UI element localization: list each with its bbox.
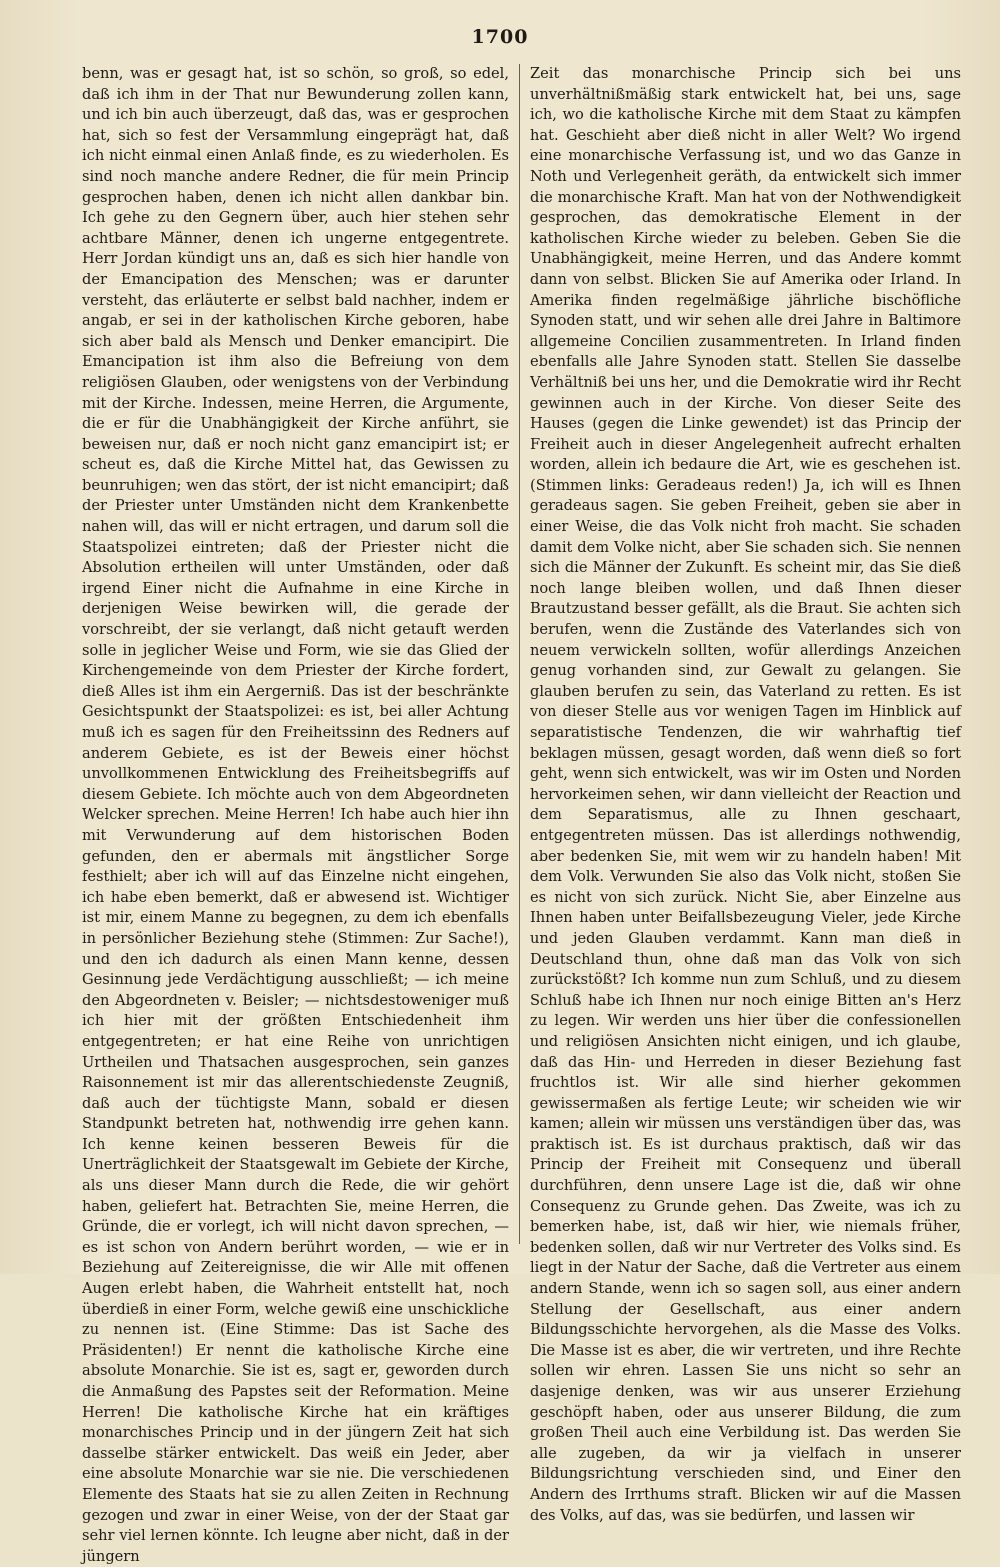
paragraph: Zeit das monarchische Princip sich bei uns unverhältnißmäßig stark entwickelt hat, bei uns, sage ich, wo die katholische Kirche mit dem Staat zu kämpfen hat. Geschieht aber dieß nicht in aller Welt? Wo irgend eine monarchische Verfassung ist, und wo das Ganze in Noth und Verlegenheit geräth, da entwickelt sich immer die monarchische Kraft. Man hat von der Nothwendigkeit gesprochen, das demokratische Element in der katholischen Kirche wieder zu beleben. Geben Sie die Unabhängigkeit, meine Herren, und das Andere kommt dann von selbst. Blicken Sie auf Amerika oder Irland. In Amerika finden regelmäßige jährliche bischöfliche Synoden statt, und wir sehen alle drei Jahre in Baltimore allgemeine Concilien zusammentreten. In Irland finden ebenfalls alle Jahre Synoden statt. Stellen Sie dasselbe Verhältniß bei uns her, und die Demokratie wird ihr Recht gewinnen auch in der Kirche. Von dieser Seite des Hauses (gegen die Linke gewendet) ist das Princip der Freiheit auch in dieser Angelegenheit aufrecht erhalten worden, allein ich bedaure die Art, wie es geschehen ist. (Stimmen links: Geradeaus reden!) Ja, ich will es Ihnen geradeaus sagen. Sie geben Freiheit, geben sie aber in einer Weise, die das Volk nicht froh macht. Sie schaden damit dem Volke nicht, aber Sie schaden sich. Sie nennen sich die Männer der Zukunft. Es scheint mir, das Sie dieß noch lange bleiben wollen, und daß Ihnen dieser Brautzustand besser gefällt, als die Braut. Sie achten sich berufen, wenn die Zustände des Vaterlandes sich von neuem verwickeln sollten, wofür allerdings Anzeichen genug vorhanden sind, zur Gewalt zu gelangen. Sie glauben berufen zu sein, das Vaterland zu retten. Es ist von dieser Stelle aus vor wenigen Tagen im Hinblick auf separatistische Tendenzen, die wir wahrhaftig tief beklagen müssen, gesagt worden, daß wenn dieß so fort geht, wenn sich entwickelt, was wir im Osten und Norden hervorkeimen sehen, wir dann vielleicht der Reaction und dem Separatismus, alle zu Ihnen geschaart, entgegentreten müssen. Das ist allerdings nothwendig, aber bedenken Sie, mit wem wir zu handeln haben! Mit dem Volk. Verwunden Sie also das Volk nicht, stoßen Sie es nicht von sich zurück. Nicht Sie, aber Einzelne aus Ihnen haben unter Beifallsbezeugung Vieler, jede Kirche und jeden Glauben verdammt. Kann man dieß in Deutschland thun, ohne daß man das Volk von sich zurückstößt? Ich komme nun zum Schluß, und zu diesem Schluß habe ich Ihnen nur noch einige Bitten an's Herz zu legen. Wir werden uns hier über die confessionellen und religiösen Ansichten nicht einigen, und ich glaube, daß das Hin- und Herreden in dieser Beziehung fast fruchtlos ist. Wir alle sind hierher gekommen gewissermaßen als fertige Leute; wir scheiden wie wir kamen; allein wir müssen uns verständigen über das, was praktisch ist. Es ist durchaus praktisch, daß wir das Princip der Freiheit mit Consequenz und überall durchführen, denn unsere Lage ist die, daß wir ohne Consequenz zu Grunde gehen. Das Zweite, was ich zu bemerken habe, ist, daß wir hier, wie niemals früher, bedenken sollen, daß wir nur Vertreter des Volks sind. Es liegt in der Natur der Sache, daß die Vertreter aus einem andern Stande, wenn ich so sagen soll, aus einer andern Stellung der Gesellschaft, aus einer andern Bildungsschichte hervorgehen, als die Masse des Volks. Die Masse ist es aber, die wir vertreten, und ihre Rechte sollen wir ehren. Lassen Sie uns nicht so sehr an dasjenige denken, was wir aus unserer Erziehung geschöpft haben, oder aus unserer Bildung, die zum großen Theil auch eine Verbildung ist. Das werden Sie alle zugeben, da wir ja vielfach in unserer Bildungsrichtung verschieden sind, und Einer den Andern des Irrthums straft. Blicken wir auf die Massen des Volks, auf das, was sie bedürfen, und lassen wir xyxy=(530,65,962,1524)
column-divider xyxy=(519,64,520,1244)
paragraph: benn, was er gesagt hat, ist so schön, so groß, so edel, daß ich ihm in der That nur Bewunderung zollen kann, und ich bin auch überzeugt, daß das, was er gesprochen hat, sich so fest der Versammlung eingeprägt hat, daß ich nicht einmal einen Anlaß finde, es zu wiederholen. Es sind noch manche andere Redner, die für mein Princip gesprochen haben, denen ich nicht allen dankbar bin. Ich gehe zu den Gegnern über, auch hier stehen sehr achtbare Männer, denen ich ungerne entgegentrete. Herr Jordan kündigt uns an, daß es sich hier handle von der Emancipation des Menschen; was er darunter versteht, das erläuterte er selbst bald nachher, indem er angab, er sei in der katholischen Kirche geboren, habe sich aber bald als Mensch und Denker emancipirt. Die Emancipation ist ihm also die Befreiung von dem religiösen Glauben, oder wenigstens von der Verbindung mit der Kirche. Indessen, meine Herren, die Argumente, die er für die Unabhängigkeit der Kirche anführt, sie beweisen nur, daß er noch nicht ganz emancipirt ist; er scheut es, daß die Kirche Mittel hat, das Gewissen zu beunruhigen; wen das stört, der ist nicht emancipirt; daß der Priester unter Umständen nicht dem Krankenbette nahen will, das will er nicht ertragen, und darum soll die Staatspolizei eintreten; daß der Priester nicht die Absolution ertheilen will unter Umständen, oder daß irgend Einer nicht die Aufnahme in eine Kirche in derjenigen Weise bewirken will, die gerade der vorschreibt, der sie verlangt, daß nicht getauft werden solle in jeglicher Weise und Form, wie sie das Glied der Kirchengemeinde von dem Priester der Kirche fordert, dieß Alles ist ihm ein Aergerniß. Das ist der beschränkte Gesichtspunkt der Staatspolizei: es ist, bei aller Achtung muß ich es sagen für den Freiheitssinn des Redners auf anderem Gebiete, es ist der Beweis einer höchst unvollkommenen Entwicklung des Freiheitsbegriffs auf diesem Gebiete. Ich möchte auch von dem Abgeordneten Welcker sprechen. Meine Herren! Ich habe auch hier ihn mit Verwunderung auf dem historischen Boden gefunden, den er abermals mit ängstlicher Sorge festhielt; aber ich will auf das Einzelne nicht eingehen, ich habe eben bemerkt, daß er abwesend ist. Wichtiger ist mir, einem Manne zu begegnen, zu dem ich ebenfalls in persönlicher Beziehung stehe (Stimmen: Zur Sache!), und den ich dadurch als einen Mann kenne, dessen Gesinnung jede Verdächtigung ausschließt; — ich meine den Abgeordneten v. Beisler; — nichtsdestoweniger muß ich hier mit der größten Entschiedenheit ihm entgegentreten; er hat eine Reihe von unrichtigen Urtheilen und Thatsachen ausgesprochen, sein ganzes Raisonnement ist mir das allerentschiedenste Zeugniß, daß auch der tüchtigste Mann, sobald er diesen Standpunkt betreten hat, nothwendig irre gehen kann. Ich kenne keinen besseren Beweis für die Unerträglichkeit der Staatsgewalt im Gebiete der Kirche, als uns dieser Mann durch die Rede, die wir gehört haben, geliefert hat. Betrachten Sie, meine Herren, die Gründe, die er vorlegt, ich will nicht davon sprechen, — es ist schon von Andern berührt worden, — wie er in Beziehung auf Zeitereignisse, die wir Alle mit offenen Augen erlebt haben, die Wahrheit entstellt hat, noch überdieß in einer Form, welche gewiß eine unschickliche zu nennen ist. (Eine Stimme: Das ist Sache des Präsidenten!) Er nennt die katholische Kirche eine absolute Monarchie. Sie ist es, sagt er, geworden durch die Anmaßung des Papstes seit der Reformation. Meine Herren! Die katholische Kirche hat ein kräftiges monarchisches Princip und in der jüngern Zeit hat sich dasselbe stärker entwickelt. Das weiß ein Jeder, aber eine absolute Monarchie war sie nie. Die verschiedenen Elemente des Staats hat sie zu allen Zeiten in Rechnung gezogen und zwar in einer Weise, von der der Staat gar sehr viel lernen könnte. Ich leugne aber nicht, daß in der jüngern xyxy=(82,65,509,1565)
text-column-left xyxy=(82,64,509,1565)
page-number: 1700 xyxy=(471,26,529,48)
text-column-right xyxy=(530,64,962,1524)
